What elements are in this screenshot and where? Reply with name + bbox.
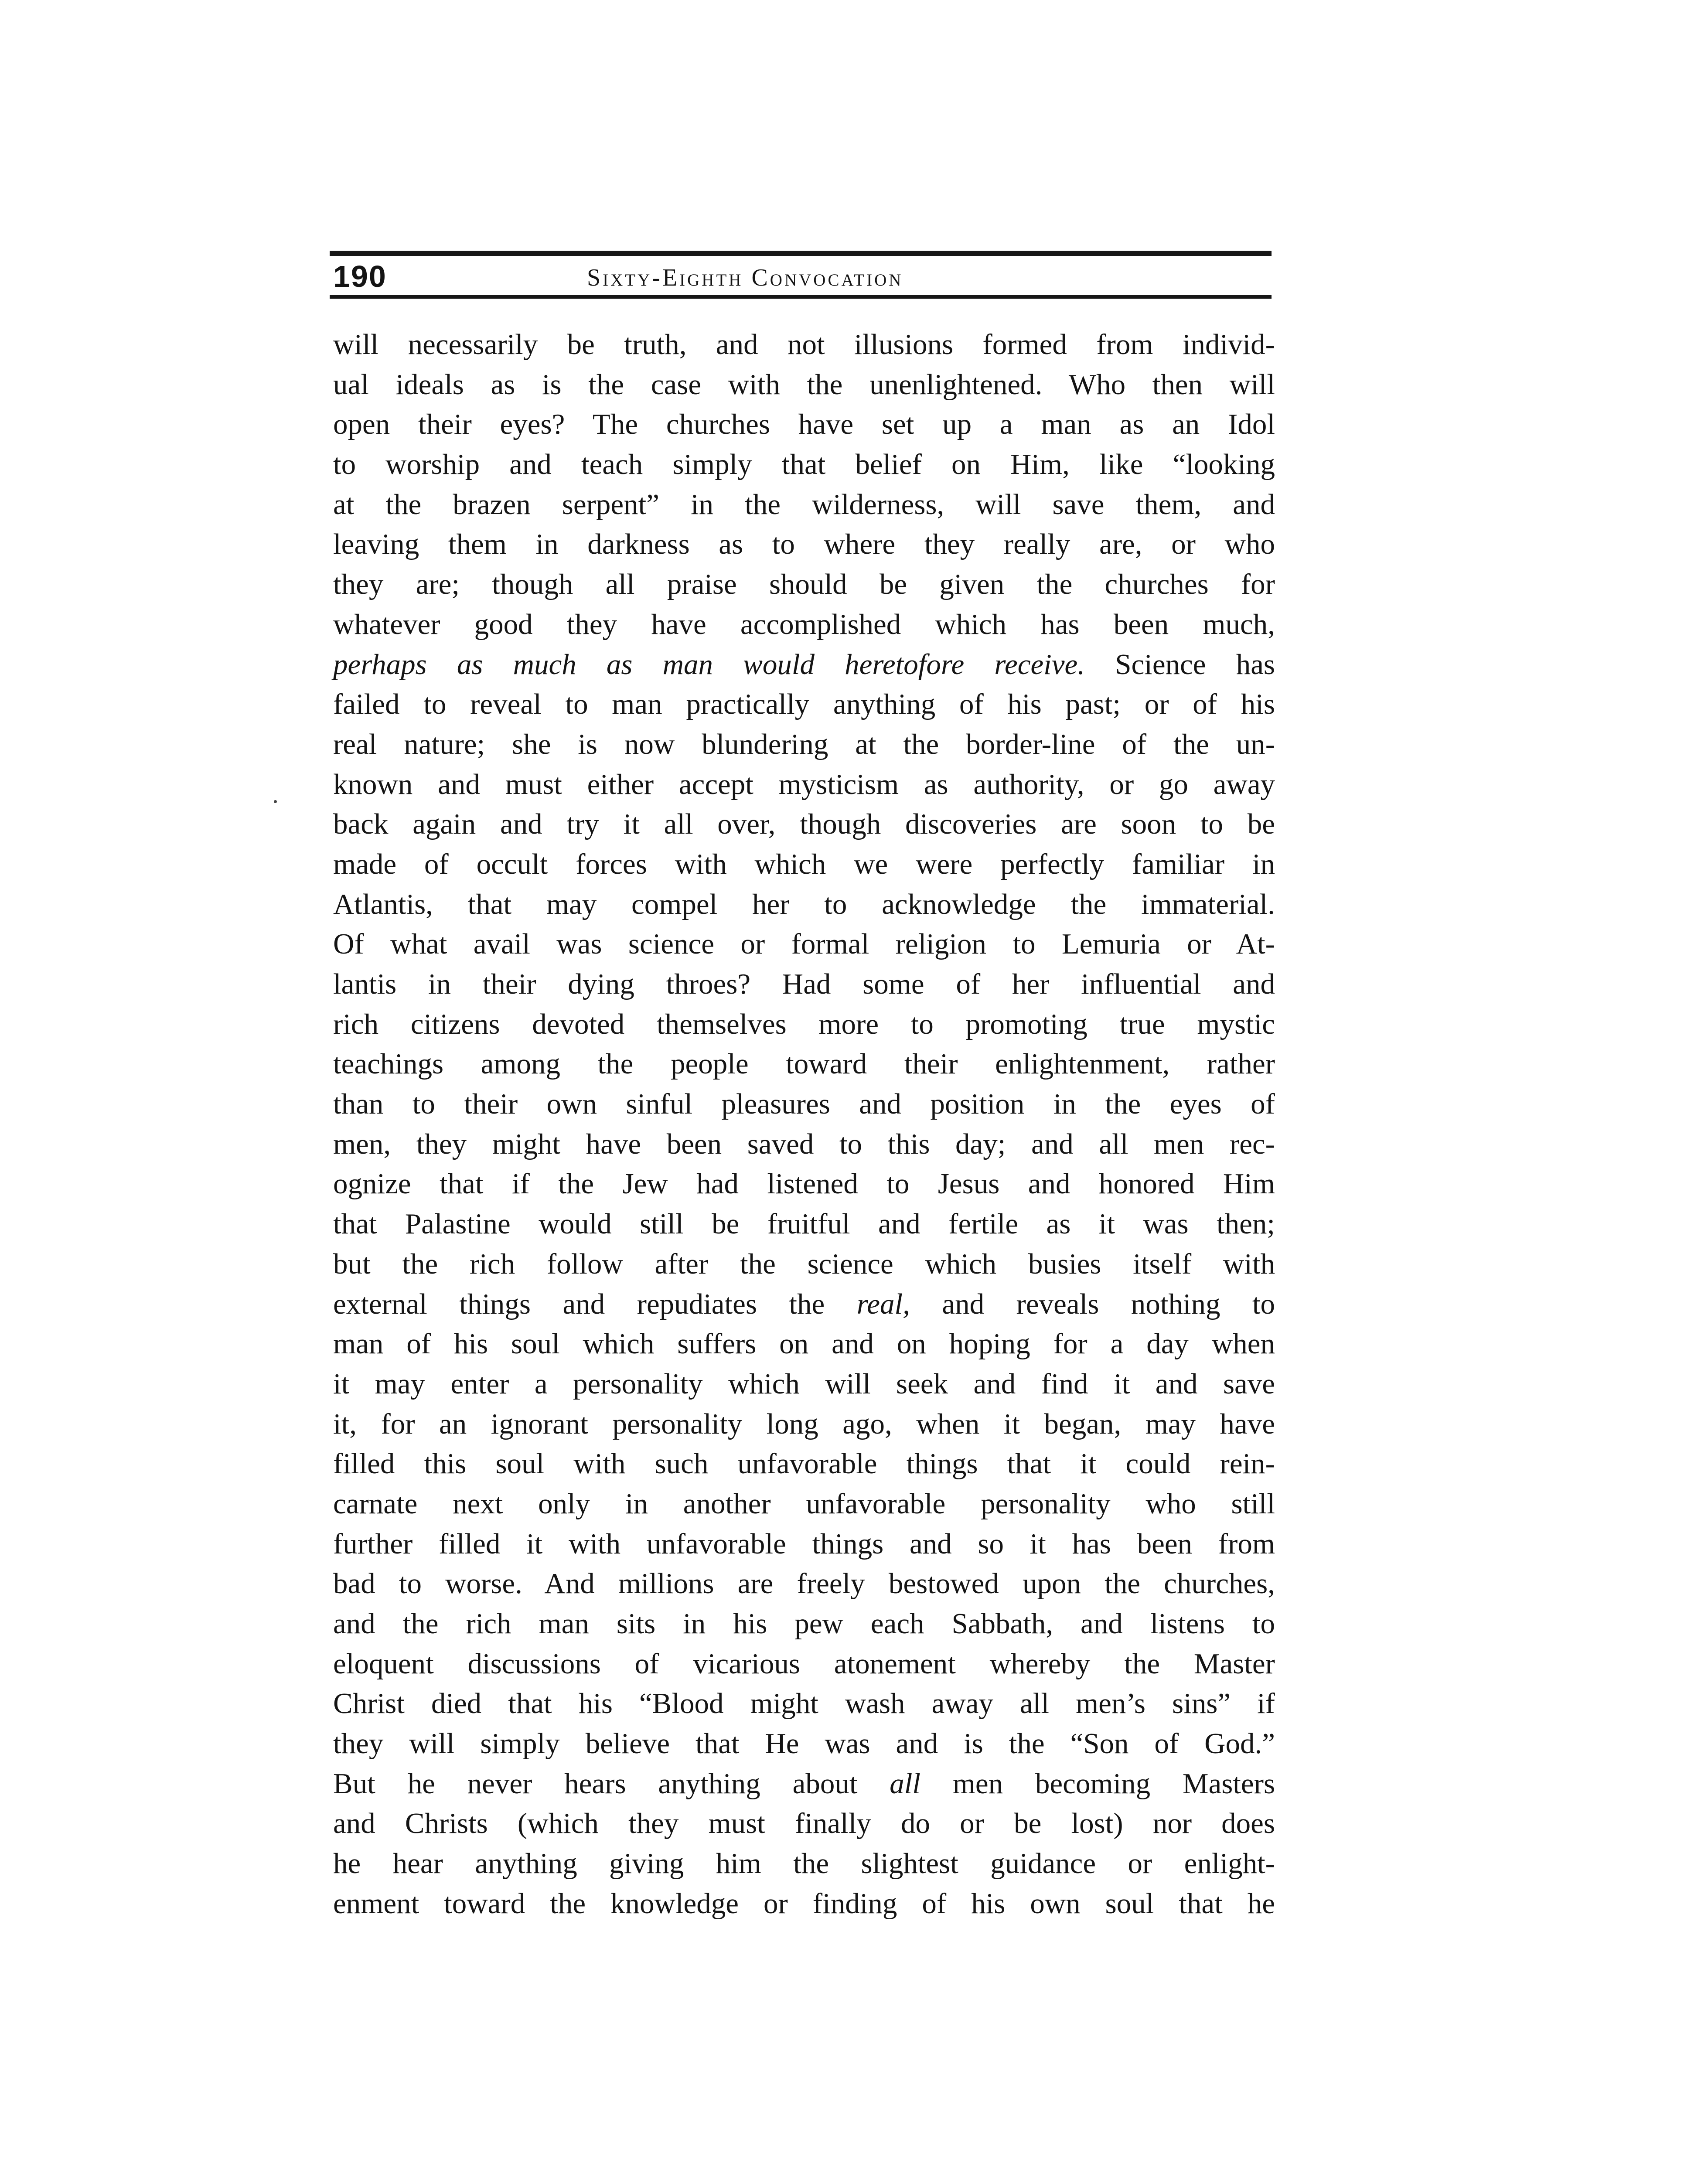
page-header (330, 251, 1272, 299)
text-line: that Palastine would still be fruitful and fertile as it was then; (333, 1208, 1275, 1240)
text-line: and the rich man sits in his pew each Sabbath, and listens to (333, 1608, 1275, 1640)
text-line: filled this soul with such unfavorable things that it could rein- (333, 1448, 1275, 1480)
italic-word: all (890, 1767, 920, 1800)
text-line: whatever good they have accomplished which has been much, (333, 608, 1275, 640)
text-line-with-italic (333, 1284, 1275, 1325)
header-rule-bottom (330, 295, 1272, 299)
text-line: it may enter a personality which will seek and find it and save (333, 1367, 1275, 1400)
text-line: made of occult forces with which we were perfectly familiar in (333, 848, 1275, 880)
header-rule-top (330, 251, 1272, 256)
text-line: back again and try it all over, though discoveries are soon to be (333, 808, 1275, 841)
text-line: further filled it with unfavorable things and so it has been from (333, 1527, 1275, 1560)
italic-phrase: perhaps as much as man would heretofore receive. (333, 648, 1085, 681)
text-line: will necessarily be truth, and not illusions formed from individ- (333, 328, 1275, 361)
text-line: rich citizens devoted themselves more to promoting true mystic (333, 1008, 1275, 1040)
text-line: ognize that if the Jew had listened to Jesus and honored Him (333, 1168, 1275, 1200)
text-line: it, for an ignorant personality long ago, when it began, may have (333, 1407, 1275, 1440)
text-line: real nature; she is now blundering at the border-line of the un- (333, 728, 1275, 760)
text-line: bad to worse. And millions are freely bestowed upon the churches, (333, 1567, 1275, 1600)
text-line: than to their own sinful pleasures and position in the eyes of (333, 1088, 1275, 1121)
text-line: enment toward the knowledge or finding of his own soul that he (333, 1887, 1275, 1920)
text-line: to worship and teach simply that belief on Him, like “looking (333, 448, 1275, 481)
text-line-with-italic (333, 645, 1275, 685)
text-line: failed to reveal to man practically anything of his past; or of his (333, 688, 1275, 721)
running-head: Sixty-Eighth Convocation (587, 264, 903, 291)
body-text (333, 325, 1275, 1924)
header-row (330, 256, 1272, 295)
text-line: man of his soul which suffers on and on hoping for a day when (333, 1328, 1275, 1360)
text-run: Science has (1115, 648, 1275, 681)
text-line: teachings among the people toward their enlightenment, rather (333, 1048, 1275, 1080)
page-number: 190 (333, 259, 387, 293)
text-line: Atlantis, that may compel her to acknowledge the immaterial. (333, 888, 1275, 920)
text-line: they are; though all praise should be given the churches for (333, 568, 1275, 601)
text-line: Of what avail was science or formal religion to Lemuria or At- (333, 928, 1275, 961)
text-line: men, they might have been saved to this day; and all men rec- (333, 1127, 1275, 1160)
text-line: ual ideals as is the case with the unenlightened. Who then will (333, 368, 1275, 401)
text-line: open their eyes? The churches have set up a man as an Idol (333, 408, 1275, 441)
text-line: he hear anything giving him the slightest guidance or enlight- (333, 1847, 1275, 1880)
italic-word: real, (856, 1288, 910, 1320)
text-run: and reveals nothing to (942, 1288, 1275, 1320)
text-line: carnate next only in another unfavorable personality who still (333, 1487, 1275, 1520)
text-run: But he never hears anything about (333, 1767, 858, 1800)
text-run: external things and repudiates the (333, 1288, 825, 1320)
text-line: and Christs (which they must finally do or be lost) nor does (333, 1807, 1275, 1840)
text-line: leaving them in darkness as to where they really are, or who (333, 528, 1275, 561)
text-line: at the brazen serpent” in the wilderness, will save them, and (333, 488, 1275, 521)
text-line: but the rich follow after the science which busies itself with (333, 1247, 1275, 1280)
text-run: men becoming Masters (952, 1767, 1275, 1800)
text-line: they will simply believe that He was and is the “Son of God.” (333, 1727, 1275, 1760)
margin-speck (274, 800, 277, 803)
text-line: known and must either accept mysticism as authority, or go away (333, 768, 1275, 800)
text-line: eloquent discussions of vicarious atonement whereby the Master (333, 1647, 1275, 1680)
text-line: Christ died that his “Blood might wash away all men’s sins” if (333, 1687, 1275, 1720)
text-line: lantis in their dying throes? Had some of her influential and (333, 968, 1275, 1000)
text-line-with-italic (333, 1764, 1275, 1804)
